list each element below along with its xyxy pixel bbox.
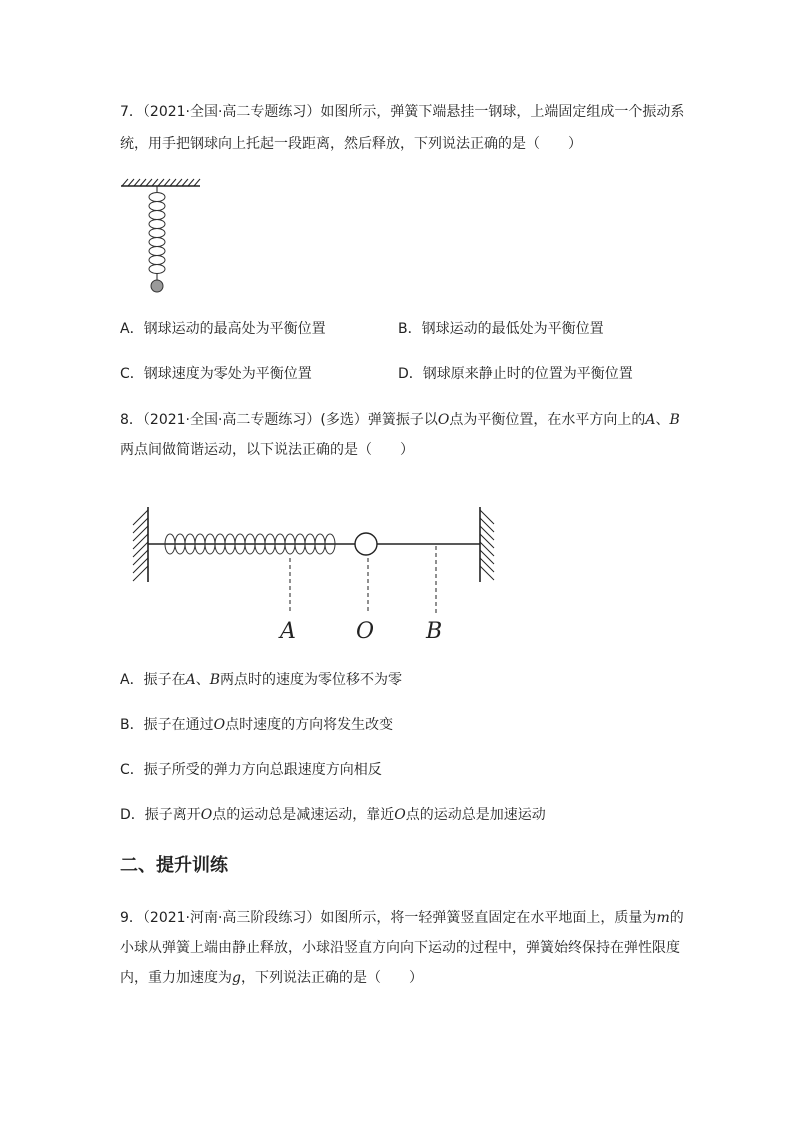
q9-stem-line3: 内，重力加速度为g，下列说法正确的是（ ） xyxy=(120,970,423,986)
q8-option-c[interactable]: C．振子所受的弹力方向总跟速度方向相反 xyxy=(120,762,382,778)
q9-stem-line1: 9．（2021·河南·高三阶段练习）如图所示，将一轻弹簧竖直固定在水平地面上，质量为m的 xyxy=(120,910,684,926)
q8-option-a[interactable]: A．振子在A、B两点时的速度为零位移不为零 xyxy=(120,672,402,688)
section-title: 二、提升训练 xyxy=(120,855,228,876)
label-a: A xyxy=(280,619,296,644)
q7-stem-line1: 7．（2021·全国·高二专题练习）如图所示，弹簧下端悬挂一钢球，上端固定组成一个振动系 xyxy=(120,104,685,120)
q8-option-b[interactable]: B．振子在通过O点时速度的方向将发生改变 xyxy=(120,717,394,733)
label-o: O xyxy=(356,619,375,644)
q7-option-b[interactable]: B．钢球运动的最低处为平衡位置 xyxy=(398,321,604,337)
q9-stem-line2: 小球从弹簧上端由静止释放，小球沿竖直方向向下运动的过程中，弹簧始终保持在弹性限度 xyxy=(120,940,680,956)
q7-option-a[interactable]: A．钢球运动的最高处为平衡位置 xyxy=(120,321,326,337)
q8-stem-line1: 8．（2021·全国·高二专题练习）(多选）弹簧振子以O点为平衡位置，在水平方向上的A、B xyxy=(120,412,680,428)
q8-option-d[interactable]: D．振子离开O点的运动总是减速运动，靠近O点的运动总是加速运动 xyxy=(120,807,546,823)
q8-horizontal-oscillator-figure xyxy=(128,504,498,644)
q8-stem-line2: 两点间做简谐运动，以下说法正确的是（ ） xyxy=(120,442,414,458)
q7-stem-line2: 统，用手把钢球向上托起一段距离，然后释放，下列说法正确的是（ ） xyxy=(120,136,582,152)
q7-vertical-spring-figure xyxy=(118,176,204,298)
q7-option-d[interactable]: D．钢球原来静止时的位置为平衡位置 xyxy=(398,366,633,382)
q7-option-c[interactable]: C．钢球速度为零处为平衡位置 xyxy=(120,366,312,382)
label-b: B xyxy=(426,619,443,644)
